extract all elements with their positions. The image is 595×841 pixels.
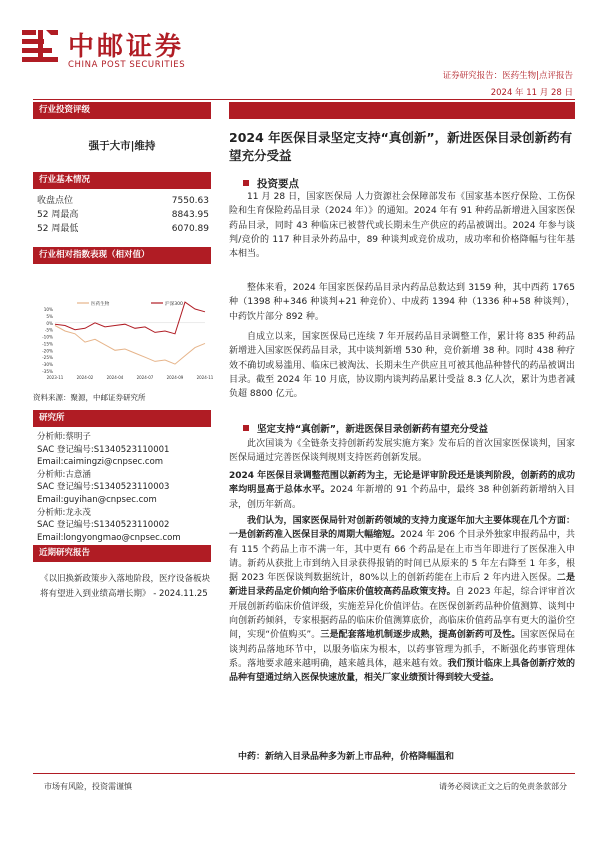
series-line-pharma: [55, 326, 205, 365]
risk-notice: 市场有风险，投资需谨慎: [44, 782, 132, 791]
analyst-email[interactable]: Email:guyihan@cnpsec.com: [37, 494, 157, 505]
bullet-icon: [243, 180, 249, 186]
report-date: 2024 年 11 月 28 日: [490, 88, 573, 98]
info-value: 6070.89: [171, 224, 209, 234]
relative-performance-chart: [33, 297, 214, 383]
report-type: 证券研究报告：医药生物|点评报告: [442, 71, 573, 81]
recent-report-link[interactable]: 《以旧换新政策步入落地阶段，医疗设备板块将有望进入到业绩高增长期》 - 2024.11.25: [40, 574, 211, 599]
analyst-line: SAC 登记编号:S1340523110003: [37, 482, 170, 493]
analyst-line: SAC 登记编号:S1340523110002: [37, 520, 170, 531]
china-post-logo-icon: [18, 24, 62, 68]
basic-info-table: [37, 194, 209, 236]
analyst-line: 分析师:龙永茂: [37, 507, 91, 518]
info-label: 52 周最高: [37, 210, 79, 220]
header-divider: [33, 99, 575, 100]
bullet-icon: [243, 425, 249, 431]
rating-section-header: 行业投资评级: [33, 102, 211, 119]
paragraph-6: 我们认为，国家医保局针对创新药领域的支持力度逐年加大主要体现在几个方面：一是创新药准入医保目录的周期大幅缩短。2024 年 206 个目录外独家申报药品中，共有 115 个药品上市不满一年，其中更有 66 个药品是在上市当年即进行了医保准入申请。新药从获批上市到纳入目录获得报销的时间已从原来的 5 年左右降至 1 年多，根据 2023 年医保谈判数据统计，80%以上的创新药能在上市后 2 年内进入医保。二是新进目录药品定价倾向给予临床价值较高药品政策支持。自 2023 年起，综合评审首次开展创新药临床价值评级，实施差异化价值评估。在医保创新药品种价值测算、谈判中向创新药倾斜，专家根据药品的临床价值测算底价，高临床价值药品享有更大的溢价空间，实现“价值购买”。三是配套落地机制逐步成熟，提高创新药可及性。国家医保局在谈判药品落地环节中，以服务临床为根本，以药事管理为抓手，不断强化药事管理体系。落地要求越来越明确，越来越具体，越来越有效。我们预计临床上具备创新疗效的品种有望通过纳入医保快速放量，相关厂家业绩预计得到较大受益。: [229, 516, 575, 684]
recent-reports-header: 近期研究报告: [33, 545, 211, 562]
x-tick-label: 2024-11: [196, 375, 214, 380]
paragraph-2: 整体来看，2024 年国家医保药品目录内药品总数达到 3159 种，其中西药 1765 种（1398 种+346 种谈判+21 种竞价）、中成药 1394 种（1336 种+58 种谈判），中药饮片部分 892 种。: [229, 283, 575, 322]
analyst-email[interactable]: Email:caimingzi@cnpsec.com: [37, 457, 164, 468]
x-tick-label: 2024-09: [166, 375, 184, 380]
paragraph-5: 2024 年医保目录调整范围以新药为主，无论是评审阶段还是谈判阶段，创新药的成功率均明显高于总体水平。2024 年新增的 91 个药品中，最终 38 种创新药新增纳入目录，创历年新高。: [229, 471, 575, 510]
brand-name-cn: 中邮证券: [68, 32, 185, 62]
paragraph-3: 自成立以来，国家医保局已连续 7 年开展药品目录调整工作，累计将 835 种药品新增进入国家医保药品目录，其中谈判新增 530 种，竞价新增 38 种。同时 438 种疗效不确切或易滥用、临床已被淘汰、长期未生产供应且可被其他品种替代的药品被调出目录。截至 2024 年 10 月底，协议期内谈判药品累计受益 8.3 亿人次，累计为患者减负超 8800 亿元。: [229, 332, 575, 400]
analyst-line: 分析师:古意涵: [37, 469, 91, 480]
x-tick-label: 2024-04: [106, 375, 124, 380]
brand-name-en: CHINA POST SECURITIES: [68, 60, 186, 70]
info-value: 7550.63: [171, 196, 209, 206]
y-tick-label: -35%: [42, 369, 53, 374]
y-tick-label: 0%: [46, 320, 53, 326]
paragraph-4: 此次国谈为《全链条支持创新药发展实施方案》发布后的首次国家医保谈判，国家医保局通过完善医保谈判规则支持医药创新发展。: [229, 439, 575, 464]
industry-rating: 强于大市|维持: [88, 140, 156, 152]
info-label: 收盘点位: [37, 196, 74, 206]
analyst-line: SAC 登记编号:S1340523110001: [37, 444, 170, 455]
paragraph-7: 中药：新纳入目录品种多为新上市品种，价格降幅温和: [238, 752, 455, 762]
key-points-heading: 投资要点: [243, 176, 299, 191]
legend-label: 医药生物: [91, 302, 110, 307]
info-row-52w-low: [37, 222, 209, 236]
info-row-close: [37, 194, 209, 208]
y-tick-label: 10%: [43, 307, 53, 312]
disclaimer-notice: 请务必阅读正文之后的免责条款部分: [439, 782, 567, 791]
paragraph-1: 11 月 28 日，国家医保局 人力资源社会保障部发布《国家基本医疗保险、工伤保险和生育保险药品目录（2024 年）》的通知。2024 年有 91 种药品新增进入国家医保药品目录，同时 43 种临床已被替代或长期未生产供应的药品被调出。2024 年参与谈判/竞价的 117 种目录外药品中，89 种谈判或竞价成功，成功率和价格降幅与往年基本相当。: [229, 192, 575, 260]
report-title: 2024 年医保目录坚定支持“真创新”，新进医保目录创新药有望充分受益: [229, 130, 573, 163]
y-tick-label: -25%: [42, 355, 53, 361]
analyst-line: 分析师:蔡明子: [37, 432, 91, 442]
basic-info-header: 行业基本情况: [33, 172, 211, 189]
chart-source-note: 资料来源：聚源，中邮证券研究所: [33, 393, 146, 402]
y-tick-label: -20%: [42, 348, 53, 354]
legend-label: 沪深300: [165, 302, 183, 307]
x-tick-label: 2024-07: [136, 375, 154, 380]
y-tick-label: -10%: [42, 334, 53, 340]
title-bar: [229, 102, 575, 119]
y-tick-label: -15%: [42, 341, 53, 347]
sub-heading: 坚定支持“真创新”，新进医保目录创新药有望充分受益: [243, 421, 488, 435]
analyst-list: [37, 431, 181, 544]
brand-logo: [18, 24, 198, 74]
info-value: 8843.95: [171, 210, 209, 220]
analyst-email[interactable]: Email:longyongmao@cnpsec.com: [37, 532, 181, 543]
footer-divider: [33, 773, 575, 774]
relative-performance-header: 行业相对指数表现（相对值）: [33, 247, 211, 264]
info-label: 52 周最低: [37, 224, 79, 234]
y-tick-label: -30%: [42, 362, 53, 368]
y-tick-label: 5%: [46, 313, 53, 319]
info-row-52w-high: [37, 208, 209, 222]
y-tick-label: -5%: [44, 327, 53, 333]
research-header: 研究所: [33, 410, 211, 427]
x-tick-label: 2024-02: [76, 375, 94, 380]
x-tick-label: 2023-11: [46, 375, 64, 380]
